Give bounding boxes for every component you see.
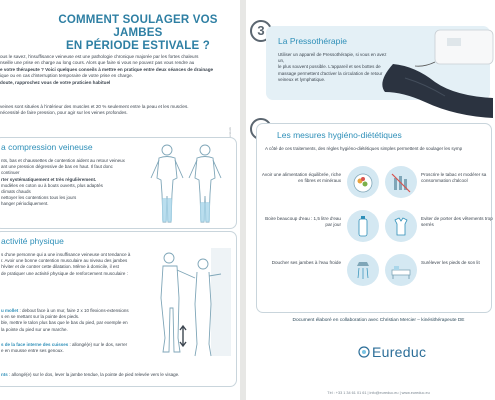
exercise-title: nts <box>1 372 8 377</box>
intro-line: e votre thérapeute ? Voici quelques conseils à mettre en pratique entre deux séances de drainage <box>0 66 214 72</box>
text-line: veineux et lymphatique. <box>278 76 326 82</box>
text-line: : debout face à un mur, faire 2 x 10 flexions-extensions <box>18 308 129 313</box>
credit-text: Document élaboré en collaboration avec Christian Mercier – kinésithérapeute DE <box>292 318 465 323</box>
hygiene-item-shower: Doucher ses jambes à l'eau froide <box>271 260 341 265</box>
logo-mark-icon <box>358 346 370 358</box>
text-line: massage permettent d'activer la circulation de retour <box>278 70 383 76</box>
text-line: hanger périodiquement. <box>1 201 49 207</box>
contact-footer: Tél : +33 1 34 61 01 61 | info@eureduc.eu | www.eureduc.eu <box>327 391 430 395</box>
text-line: Utiliser un appareil de Pressothérapie, si vous en avez un, <box>278 52 387 64</box>
text-line: la pointe du pied sur une marche. <box>1 326 68 332</box>
intro-paragraph-2 <box>0 104 230 117</box>
leg-raise-exercise <box>1 372 236 378</box>
text-line: s en se mettant sur la pointe des pieds. <box>1 314 80 320</box>
text-line: climats chauds <box>1 189 31 195</box>
hygiene-dietetic-card <box>256 123 492 313</box>
intro-line: veines sont situées à l'intérieur des muscles et 20 % seulement entre la peau et les muscles. <box>0 104 189 109</box>
shower-icon <box>347 254 379 286</box>
food-icon <box>347 166 379 198</box>
text-line: l'éviter et de contrer cette dilatation. Même à domicile, il est <box>1 264 119 270</box>
text-line: modèles en coton ou à bouts ouverts, plus adaptés <box>1 182 103 188</box>
text-line: : allongé(e) sur le dos, serrer <box>68 342 128 347</box>
bed-icon <box>385 254 417 286</box>
activity-heading: activité physique <box>1 236 64 246</box>
exercise-title: s de la face interne des cuisses <box>1 342 69 347</box>
text-line: nettoyer les contentions tous les jours <box>1 195 77 201</box>
calf-raise-figure-icon <box>155 248 233 358</box>
hygiene-item-food: Avoir une alimentation équilibrée, riche en fibres et minéraux <box>261 172 341 183</box>
text-line: e en mousse entre ses genoux. <box>1 348 64 354</box>
clothes-icon <box>385 210 417 242</box>
page-title <box>38 14 238 53</box>
intro-line: ique ou en cas d'interruption temporaire de votre prise en charge. <box>0 73 133 79</box>
page-title-line-2: EN PÉRIODE ESTIVALE ? <box>66 40 210 52</box>
pressotherapy-device-icon <box>375 22 495 120</box>
page-spine <box>240 0 246 400</box>
compression-text <box>1 158 131 208</box>
text-line: ant une pression dégressive de bas en haut. Il faut donc continuer <box>1 164 113 176</box>
compression-card <box>0 137 237 229</box>
physical-activity-card <box>0 231 237 387</box>
compression-figures-icon <box>143 142 233 226</box>
text-line: de pratiquer une activité physique de renforcement musculaire : <box>1 270 128 276</box>
presso-text <box>278 52 388 83</box>
no-smoking-icon <box>385 166 417 198</box>
hygiene-item-tobacco: Proscrire le tabac et modérer sa consommation d'alcool <box>421 172 487 183</box>
hygiene-item-water: Boire beaucoup d'eau : 1,5 litre d'eau par jour <box>265 216 341 227</box>
compression-heading: a compression veineuse <box>1 142 93 152</box>
text-line: rter systématiquement et très régulièrement. <box>1 176 97 182</box>
intro-line: ous le savez, l'insuffisance veineuse est une pathologie chronique majorée par les fortes chaleurs <box>0 54 199 59</box>
text-line: ble, mettre le talon plus bas que le bas du pied, par exemple en <box>1 320 128 326</box>
text-line: r. Avoir une bonne contention musculaire au niveau des jambes <box>1 258 128 264</box>
section-number-3: 3 <box>250 20 272 42</box>
text-line: le plus souvent possible. L'appareil et ses bottes de <box>278 64 381 70</box>
hygiene-item-bed: Surélever les pieds de son lit <box>421 260 480 265</box>
intro-line: nécessité de faire pression, pour agir sur les veines profondes. <box>0 110 128 116</box>
intro-line: doute, rapprochez vous de votre praticien habituel <box>0 79 111 85</box>
page-title-line-1: COMMENT SOULAGER VOS JAMBES <box>58 14 218 39</box>
presso-heading: La Pressothérapie <box>278 36 347 46</box>
water-bottle-icon <box>347 210 379 242</box>
text-line: : allongé(e) sur le dos, lever la jambe tendue, la pointe de pied relevée vers le visage. <box>7 372 180 377</box>
text-line: nts, bas et chaussettes de contention aident au retour veineux <box>1 158 125 163</box>
text-line: s d'une personne qui a une insuffisance veineuse ont tendance à <box>1 252 131 257</box>
hygiene-item-clothes: Eviter de porter des vêtements trop serrés <box>421 216 493 227</box>
logo-text: Eureduc <box>372 344 427 360</box>
exercise-title: u mollet <box>1 308 19 313</box>
hygiene-intro: A côté de ces traitements, des règles hygiéno-diététiques simples permettent de soulager les symp <box>265 146 463 151</box>
intro-line: nseille une prise en charge au long cours. Alors que faire si vous ne pouvez pas vous rendre au <box>0 60 195 66</box>
eureduc-logo <box>358 344 426 360</box>
activity-intro <box>1 252 151 277</box>
hygiene-heading: Les mesures hygiéno-diététiques <box>277 130 402 140</box>
intro-paragraph <box>0 54 236 86</box>
